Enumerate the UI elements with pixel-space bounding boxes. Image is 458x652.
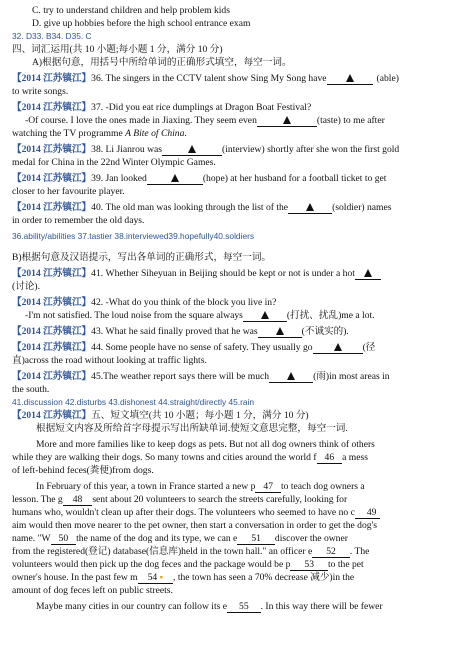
source-tag: 【2014 江苏镇江】 xyxy=(12,326,92,337)
answer-key-36-40: 36.ability/abilities 37.tastier 38.interviewed39.hopefully40.soldiers xyxy=(12,231,255,241)
part-b-instructions: B)根据句意及汉语提示，写出各单词的正确形式，每空一词。 xyxy=(12,252,272,263)
answer-blank[interactable] xyxy=(327,74,373,85)
passage-blank-53[interactable]: 53 xyxy=(290,559,328,571)
source-tag: 【2014 江苏镇江】 xyxy=(12,202,92,213)
triangle-marker-icon xyxy=(283,116,291,124)
passage-paragraph-3: Maybe many cities in our country can follow its e 55 . In this way there will be fewer xyxy=(36,601,383,612)
source-tag: 【2014 江苏镇江】 xyxy=(12,297,92,308)
question-41: 【2014 江苏镇江】41. Whether Siheyuan in Beijing should be kept or not is under a hot xyxy=(12,267,446,280)
passage-blank-47[interactable]: 47 xyxy=(255,481,281,493)
triangle-marker-icon xyxy=(276,327,284,335)
section-5-title: 【2014 江苏镇江】五、短文填空(共 10 小题；每小题 1 分，满分 10 分) xyxy=(12,410,309,421)
triangle-marker-icon xyxy=(261,311,269,319)
source-tag: 【2014 江苏镇江】 xyxy=(12,342,92,353)
passage-paragraph-1: More and more families like to keep dogs as pets. But not all dog owners think of others xyxy=(36,439,375,450)
question-40: 【2014 江苏镇江】40. The old man was looking through the list of the (soldier) names xyxy=(12,202,392,213)
section-4-title: 四、词汇运用(共 10 小题;每小题 1 分，满分 10 分) xyxy=(12,44,223,55)
source-tag: 【2014 江苏镇江】 xyxy=(12,73,92,84)
answer-key-32-35: 32. D33. B34. D35. C xyxy=(12,31,92,41)
triangle-marker-icon xyxy=(287,372,295,380)
marker-dot-icon: ▪ xyxy=(159,572,164,583)
answer-blank[interactable] xyxy=(288,203,332,214)
answer-blank[interactable] xyxy=(257,116,317,127)
question-42: 【2014 江苏镇江】42. -What do you think of the block you live in? xyxy=(12,297,277,308)
question-38: 【2014 江苏镇江】38. Li Jianrou was (interview) shortly after she won the first gold xyxy=(12,144,400,155)
part-a-instructions: A)根据句意，用括号中所给单词的正确形式填空，每空一词。 xyxy=(32,57,292,68)
question-39: 【2014 江苏镇江】39. Jan looked (hope) at her husband for a football ticket to get xyxy=(12,173,387,184)
triangle-marker-icon xyxy=(346,74,354,82)
source-tag: 【2014 江苏镇江】 xyxy=(12,268,92,279)
passage-blank-46[interactable]: 46 xyxy=(317,452,343,464)
source-tag: 【2014 江苏镇江】 xyxy=(12,371,92,382)
triangle-marker-icon xyxy=(334,343,342,351)
triangle-marker-icon xyxy=(188,145,196,153)
question-43: 【2014 江苏镇江】43. What he said finally proved that he was (不诚实的). xyxy=(12,326,349,337)
answer-blank[interactable] xyxy=(355,269,381,280)
answer-blank[interactable] xyxy=(147,174,203,185)
question-45: 【2014 江苏镇江】45.The weather report says there will be much (雨)in most areas in xyxy=(12,371,390,382)
section-5-instructions: 根据短文内容及所给首字母提示写出所缺单词.使短文意思完整，每空一词. xyxy=(36,423,348,434)
question-44: 【2014 江苏镇江】44. Some people have no sense of safety. They usually go (径 xyxy=(12,342,376,353)
answer-blank[interactable] xyxy=(243,311,287,322)
question-37: 【2014 江苏镇江】37. -Did you eat rice dumplings at Dragon Boat Festival? xyxy=(12,102,312,113)
source-tag: 【2014 江苏镇江】 xyxy=(12,144,92,155)
source-tag: 【2014 江苏镇江】 xyxy=(12,102,92,113)
answer-blank[interactable] xyxy=(162,145,222,156)
answer-blank[interactable] xyxy=(269,372,313,383)
passage-blank-54[interactable]: 54 ▪ xyxy=(138,572,173,584)
answer-blank[interactable] xyxy=(313,343,363,354)
answer-key-41-45: 41.discussion 42.disturbs 43.dishonest 44.straight/directly 45.rain xyxy=(12,397,255,407)
triangle-marker-icon xyxy=(171,174,179,182)
option-c: C. try to understand children and help problem kids xyxy=(32,5,230,16)
passage-blank-51[interactable]: 51 xyxy=(237,533,275,545)
answer-blank[interactable] xyxy=(258,327,302,338)
source-tag: 【2014 江苏镇江】 xyxy=(12,410,92,421)
source-tag: 【2014 江苏镇江】 xyxy=(12,173,92,184)
passage-blank-52[interactable]: 52 xyxy=(312,546,350,558)
triangle-marker-icon xyxy=(364,269,372,277)
option-d: D. give up hobbies before the high school entrance exam xyxy=(32,18,251,29)
passage-blank-55[interactable]: 55 xyxy=(227,601,261,613)
passage-paragraph-2: In February of this year, a town in France started a new p 47 to teach dog owners a xyxy=(36,481,365,492)
passage-blank-50[interactable]: 50 xyxy=(51,533,77,545)
document-page: C. try to understand children and help problem kids D. give up hobbies before the high school entrance exam 32. D33. B34. D35. C 四、词汇运用(共 10 小题;每小题 1 分，满分 10 分) A)根据句意，用括号中所给单词的正确形式填空，每空一词。 【2014 江苏镇江】36. The singers in the CCTV talent show Sing My Song have (able) to write songs. 【2014 江苏镇江】37. -Did you eat rice dumplings at Dragon Boat Festival? -Of course. I love the ones made in Jiaxing. They seem even (taste) to me after watching the TV programme A Bite of China. 【2014 江苏镇江】38. Li Jianrou was (interview) shortly after she won the first gold medal for China in the 22nd Winter Olympic Games. 【2014 江苏镇江】39. Jan looked (hope) at her husband for a football ticket to get closer to her favourite player. 【2014 江苏镇江】40. The old man was looking through the list of the (soldier) names in order to remember the old days. 36.ability/abilities 37.tastier 38.interviewed39.hopefully40.soldiers B)根据句意及汉语提示，写出各单词的正确形式，每空一词。 【2014 江苏镇江】41. Whether Siheyuan in Beijing should be kept or not is under a hot (讨论). 【2014 江苏镇江】42. -What do you think of the block you live in? -I'm not satisfied. The loud noise from the square always (打扰、扰乱)me a lot. 【2014 江苏镇江】43. What he said finally proved that he was (不诚实的). 【2014 江苏镇江】44. Some people have no sense of safety. They usually go (径 直)across the road without looking at traffic lights. 【2014 江苏镇江】45.The weather report says there will be much (雨)in most areas in the south. 41.discussion 42.disturbs 43.dishonest 44.straight/directly 45.rain 【2014 江苏镇江】五、短文填空(共 10 小题；每小题 1 分，满分 10 分) 根据短文内容及所给首字母提示写出所缺单词.使短文意思完整，每空一词. More and more families like to keep dogs as pets. But not all dog owners think of others while they are walking their dogs. So many towns and cities around the world f 46 a mess of left-behind feces(粪便)from dogs. In February of this year, a town in France started a new p 47 to teach dog owners a lesson. The g 48 sent about 20 volunteers to search the streets carefully, looking for humans who, wouldn't clean up after their dogs. The volunteers who seemed to have no c 49 aim would then move nearer to the pet owner, then start a conversation in order to get the dog's name. "W 50 the name of the dog and its type, we can e 51 discover the owner from the registered(登记) database(信息库)held in the town hall." an officer e 52 . The volunteers would then pick up the dog feces and the package would be p 53 to the pet owner's house. In the past few m 54 ▪ , the town has seen a 70% decrease 减少)in the amount of dog feces left on public streets. Maybe many cities in our country can follow its e 55 . In this way there will be fewer xyxy=(0,0,458,613)
passage-blank-48[interactable]: 48 xyxy=(63,494,93,506)
triangle-marker-icon xyxy=(306,203,314,211)
question-36: 【2014 江苏镇江】36. The singers in the CCTV talent show Sing My Song have (able) xyxy=(12,73,399,84)
passage-blank-49[interactable]: 49 xyxy=(355,507,381,519)
